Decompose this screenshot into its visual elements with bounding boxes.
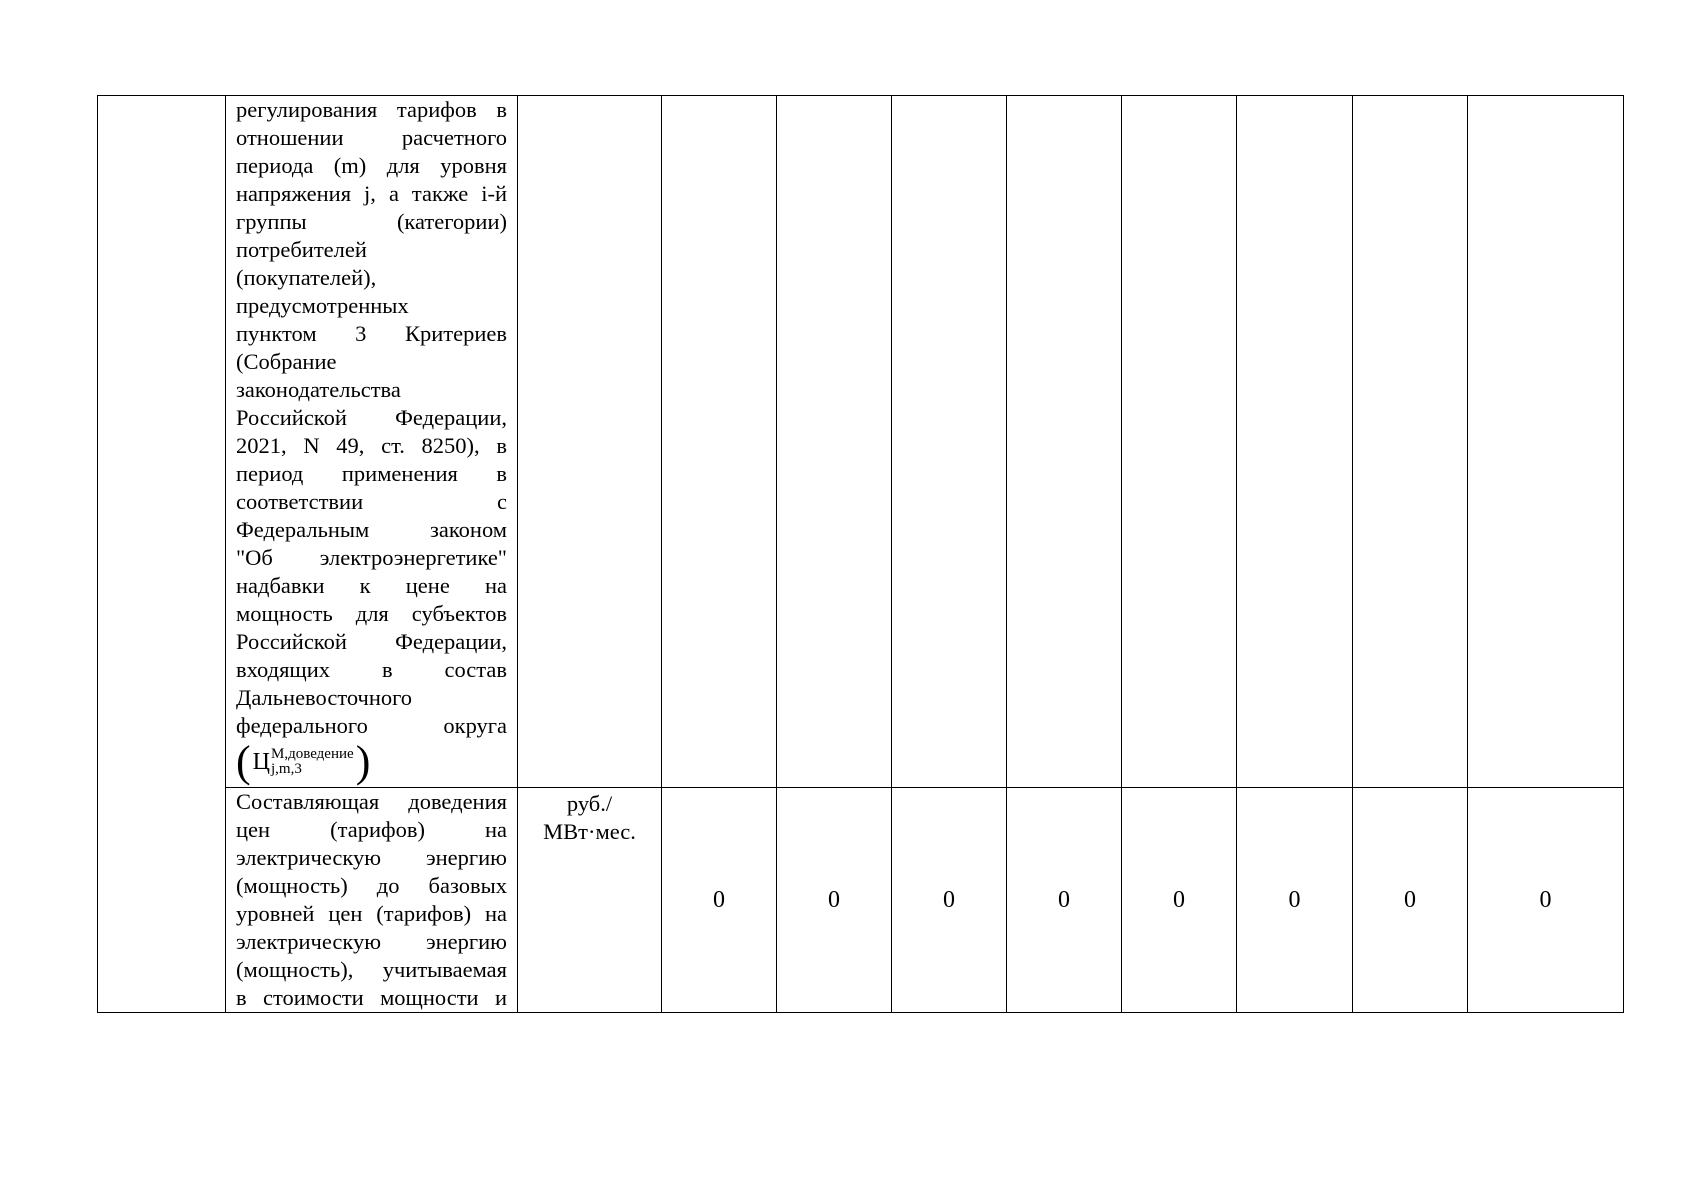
text-line: мощность для субъектов — [236, 601, 507, 626]
description-text — [236, 96, 507, 740]
text-line: пунктом 3 Критериев — [236, 321, 507, 346]
value-cell — [1353, 96, 1468, 788]
text-line: периода (m) для уровня — [236, 153, 507, 178]
value-cell: 0 — [1007, 788, 1122, 1013]
text-line: надбавки к цене на — [236, 573, 507, 598]
text-line: (мощность) до базовых — [236, 873, 507, 898]
text-line: период применения в — [236, 461, 507, 486]
value-cell: 0 — [662, 788, 777, 1013]
unit-cell — [518, 96, 662, 788]
formula-open-paren: ( — [236, 737, 251, 786]
text-line: Дальневосточного — [236, 685, 413, 710]
text-line: напряжения j, а также i-й — [236, 181, 507, 206]
text-line: соответствии с — [236, 489, 507, 514]
formula-close-paren: ) — [355, 737, 371, 786]
text-line: электрическую энергию — [236, 845, 507, 870]
table-row — [98, 788, 1624, 1013]
description-cell — [226, 96, 518, 788]
text-line: Российской Федерации, — [236, 629, 507, 654]
text-line: регулирования тарифов в — [236, 97, 507, 122]
text-line: предусмотренных — [236, 293, 409, 318]
text-line: входящих в состав — [236, 657, 507, 682]
text-line: (покупателей), — [236, 265, 377, 290]
table-row — [98, 96, 1624, 788]
formula — [236, 737, 371, 786]
formula-base: Ц — [252, 749, 270, 775]
value-cell: 0 — [1468, 788, 1624, 1013]
text-line: группы (категории) — [236, 209, 507, 234]
text-line: (мощность), учитываемая — [236, 957, 507, 982]
value-cell — [662, 96, 777, 788]
text-line: отношении расчетного — [236, 125, 507, 150]
text-line: (Собрание — [236, 349, 337, 374]
text-line: 2021, N 49, ст. 8250), в — [236, 433, 507, 458]
value-cell: 0 — [892, 788, 1007, 1013]
value-cell — [892, 96, 1007, 788]
value-cell: 0 — [1237, 788, 1353, 1013]
value-cell — [1122, 96, 1237, 788]
value-cell: 0 — [777, 788, 892, 1013]
formula-symbol — [253, 747, 354, 777]
text-line: электрическую энергию — [236, 929, 507, 954]
value-cell: 0 — [1122, 788, 1237, 1013]
text-line: потребителей — [236, 237, 367, 262]
value-cell — [1237, 96, 1353, 788]
tariff-table — [97, 95, 1624, 1013]
text-line: уровней цен (тарифов) на — [236, 901, 507, 926]
value-cell: 0 — [1353, 788, 1468, 1013]
value-cell — [1007, 96, 1122, 788]
text-line: федерального округа — [236, 713, 507, 738]
text-line: "Об электроэнергетике" — [236, 545, 507, 570]
description-cell — [226, 788, 518, 1013]
value-cell — [777, 96, 892, 788]
formula-subscript: j,m,3 — [271, 761, 302, 777]
text-line: Составляющая доведения — [236, 789, 507, 814]
description-text — [236, 788, 507, 1012]
unit-cell: руб./МВт·мес. — [518, 788, 662, 1013]
text-line: законодательства — [236, 377, 401, 402]
text-line: цен (тарифов) на — [236, 817, 507, 842]
index-cell — [98, 96, 226, 1013]
text-line: Российской Федерации, — [236, 405, 507, 430]
value-cell — [1468, 96, 1624, 788]
formula-superscript: М,доведение — [271, 746, 354, 762]
text-line: в стоимости мощности и — [236, 985, 507, 1010]
text-line: Федеральным законом — [236, 517, 507, 542]
